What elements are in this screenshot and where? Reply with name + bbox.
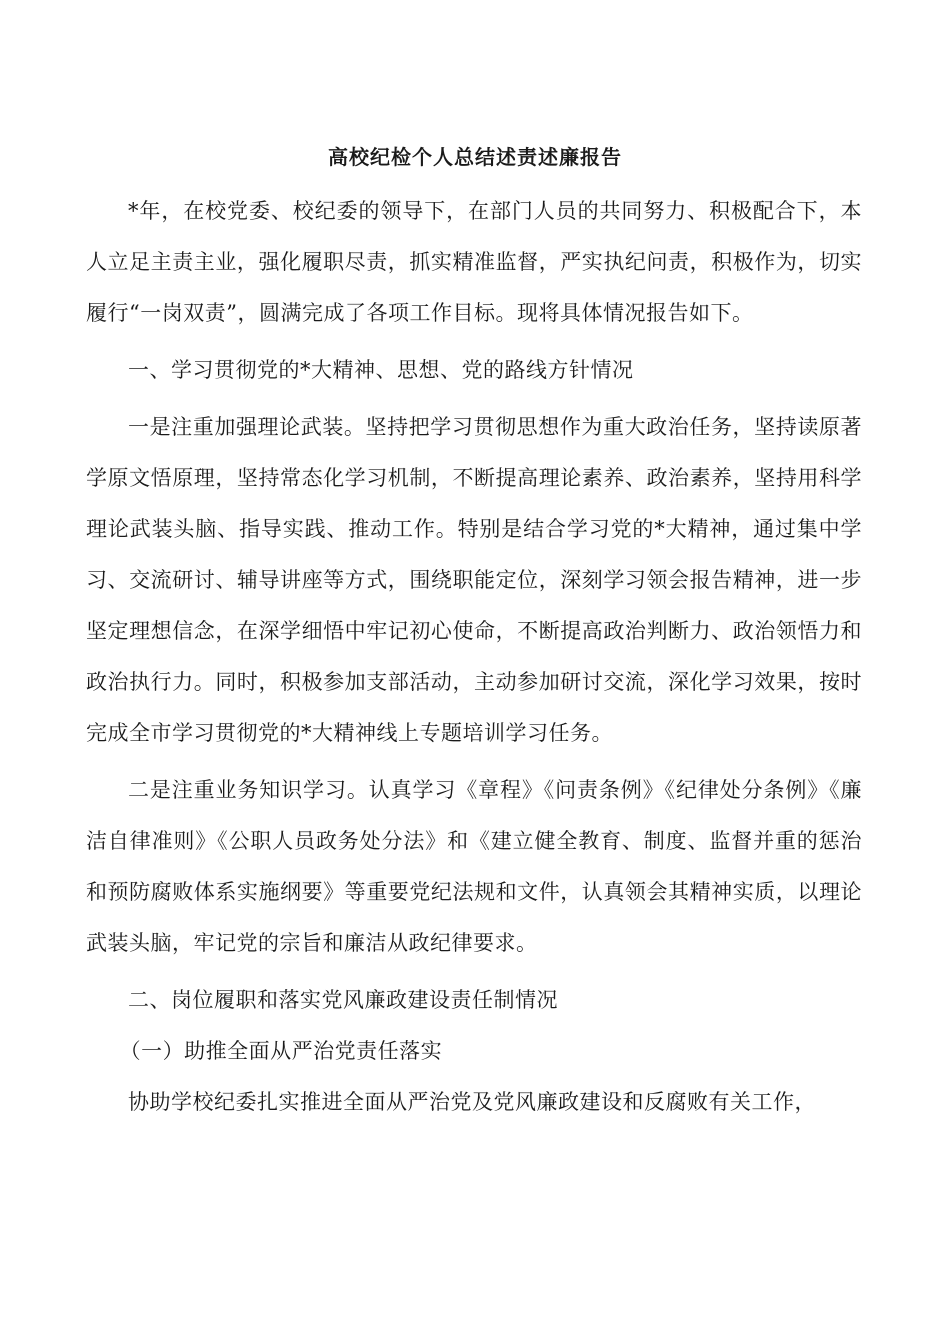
subsection-heading-1: （一）助推全面从严治党责任落实 bbox=[119, 1039, 443, 1063]
paragraph-theory-study: 一是注重加强理论武装。坚持把学习贯彻思想作为重大政治任务，坚持读原著学原文悟原理，坚持常态化学习机制，不断提高理论素养、政治素养，坚持用科学理论武装头脑、指导实践、推动工作。特别是结合学习党的*大精神，通过集中学习、交流研讨、辅导讲座等方式，围绕职能定位，深刻学习领会报告精神，进一步坚定理想信念，在深学细悟中牢记初心使命，不断提高政治判断力、政治领悟力和政治执行力。同时，积极参加支部活动，主动参加研讨交流，深化学习效果，按时完成全市学习贯彻党的*大精神线上专题培训学习任务。 bbox=[86, 415, 862, 745]
document-title: 高校纪检个人总结述责述廉报告 bbox=[328, 145, 622, 169]
document-body bbox=[86, 186, 862, 1128]
paragraph-intro: *年，在校党委、校纪委的领导下，在部门人员的共同努力、积极配合下，本人立足主责主业，强化履职尽责，抓实精准监督，严实执纪问责，积极作为，切实履行“一岗双责”，圆满完成了各项工作目标。现将具体情况报告如下。 bbox=[86, 199, 862, 325]
paragraph-assist-discipline: 协助学校纪委扎实推进全面从严治党及党风廉政建设和反腐败有关工作， bbox=[128, 1090, 816, 1114]
section-heading-1: 一、学习贯彻党的*大精神、思想、党的路线方针情况 bbox=[128, 358, 634, 382]
paragraph-business-study: 二是注重业务知识学习。认真学习《章程》《问责条例》《纪律处分条例》《廉洁自律准则》《公职人员政务处分法》和《建立健全教育、制度、监督并重的惩治和预防腐败体系实施纲要》等重要党纪法规和文件，认真领会其精神实质，以理论武装头脑，牢记党的宗旨和廉洁从政纪律要求。 bbox=[86, 778, 862, 955]
section-heading-2: 二、岗位履职和落实党风廉政建设责任制情况 bbox=[128, 988, 558, 1012]
